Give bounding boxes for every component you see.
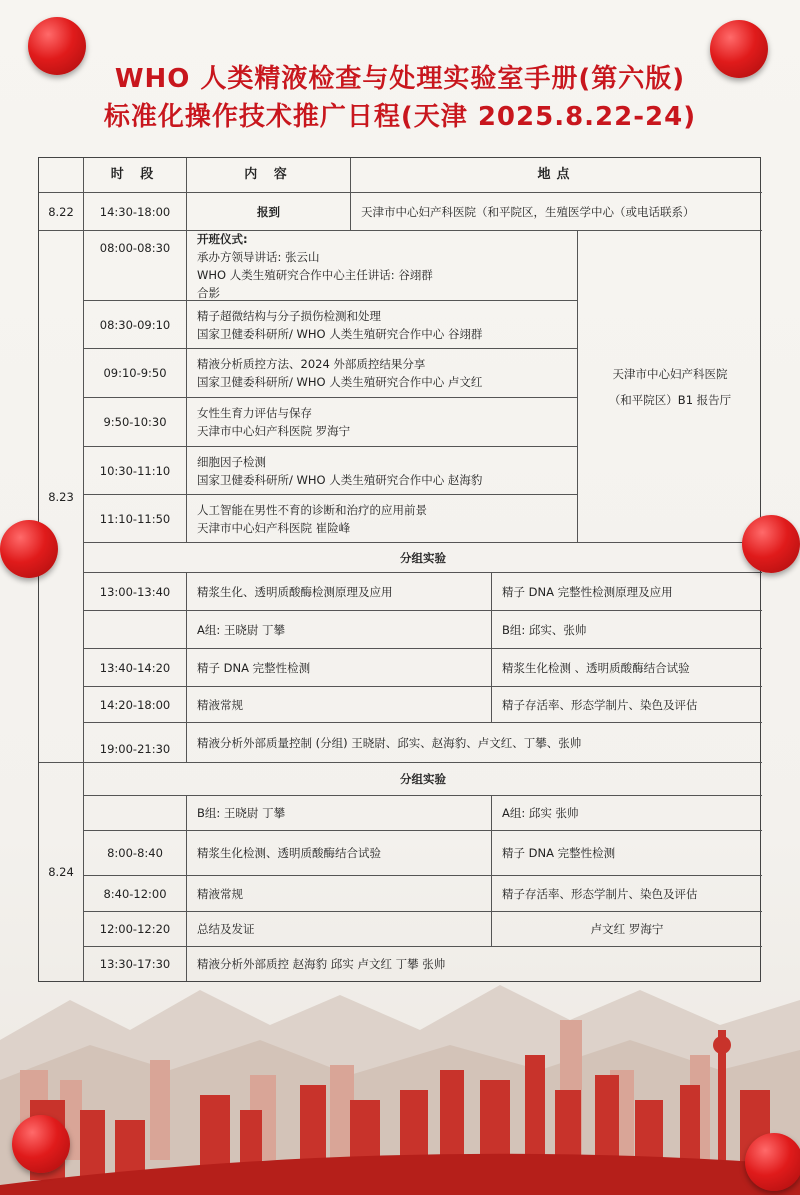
lab-item-left: 精浆生化检测、透明质酸酶结合试验 [187, 831, 492, 876]
lecture-title: 女性生育力评估与保存 [197, 406, 312, 420]
external-qc-session: 精液分析外部质量控制 (分组) 王晓尉、邱实、赵海豹、卢文红、丁攀、张帅 [187, 723, 762, 763]
session-line: WHO 人类生殖研究合作中心主任讲话: 谷翊群 [197, 267, 433, 282]
group-lab-heading: 分组实验 [84, 543, 762, 573]
lecture-location [578, 231, 762, 543]
time-cell [84, 611, 187, 649]
group-a-members: A组: 邱实 张帅 [492, 796, 762, 831]
time-cell: 13:00-13:40 [84, 573, 187, 611]
lab-item-right: 精子 DNA 完整性检测原理及应用 [492, 573, 762, 611]
magnet-icon [745, 1133, 800, 1191]
session-line: 合影 [197, 285, 220, 300]
time-cell: 13:30-17:30 [84, 947, 187, 981]
time-cell: 9:50-10:30 [84, 398, 187, 447]
location-line: （和平院区）B1 报告厅 [608, 392, 732, 407]
time-cell: 10:30-11:10 [84, 447, 187, 495]
closing-hosts: 卢文红 罗海宁 [492, 912, 762, 947]
magnet-icon [0, 520, 58, 578]
time-cell: 8:40-12:00 [84, 876, 187, 912]
lecture-speaker: 国家卫健委科研所/ WHO 人类生殖研究合作中心 卢文红 [197, 375, 483, 389]
time-cell: 13:40-14:20 [84, 649, 187, 687]
lecture-session [187, 301, 578, 349]
group-b-members: B组: 邱实、张帅 [492, 611, 762, 649]
opening-ceremony [187, 231, 578, 301]
magnet-icon [742, 515, 800, 573]
lecture-speaker: 天津市中心妇产科医院 崔险峰 [197, 520, 351, 535]
lab-item-right: 精子 DNA 完整性检测 [492, 831, 762, 876]
external-qc-session: 精液分析外部质控 赵海豹 邱实 卢文红 丁攀 张帅 [197, 957, 446, 971]
registration-location: 天津市中心妇产科医院（和平院区，生殖医学中心（或电话联系） [351, 193, 762, 231]
lab-item-right: 精子存活率、形态学制片、染色及评估 [492, 876, 762, 912]
lab-item-right: 精浆生化检测 、透明质酸酶结合试验 [492, 649, 762, 687]
group-a-members: A组: 王晓尉 丁攀 [187, 611, 492, 649]
closing-item: 总结及发证 [187, 912, 492, 947]
session-line: 承办方领导讲话: 张云山 [197, 249, 320, 264]
time-cell: 11:10-11:50 [84, 495, 187, 543]
time-cell: 14:20-18:00 [84, 687, 187, 723]
time-cell: 08:00-08:30 [84, 231, 187, 301]
poster-title-line2: 标准化操作技术推广日程(天津 2025.8.22-24) [103, 102, 697, 132]
lecture-title: 精液分析质控方法、2024 外部质控结果分享 [197, 357, 426, 371]
schedule-table [38, 157, 761, 982]
lecture-session [187, 495, 578, 543]
lab-item-left: 精浆生化、透明质酸酶检测原理及应用 [187, 573, 492, 611]
registration-item: 报到 [187, 193, 351, 231]
lecture-session [187, 349, 578, 398]
magnet-icon [710, 20, 768, 78]
city-skyline-illustration [0, 960, 800, 1195]
time-cell [84, 796, 187, 831]
header-content: 内 容 [187, 158, 351, 193]
header-location: 地点 [351, 158, 762, 193]
lecture-session [187, 398, 578, 447]
lecture-speaker: 国家卫健委科研所/ WHO 人类生殖研究合作中心 赵海豹 [197, 472, 483, 487]
poster-title-line1: WHO 人类精液检查与处理实验室手册(第六版) [114, 64, 686, 94]
header-blank [39, 158, 84, 193]
time-cell: 09:10-9:50 [84, 349, 187, 398]
lecture-speaker: 国家卫健委科研所/ WHO 人类生殖研究合作中心 谷翊群 [197, 326, 483, 341]
header-time: 时 段 [84, 158, 187, 193]
time-cell: 12:00-12:20 [84, 912, 187, 947]
location-line: 天津市中心妇产科医院 [612, 366, 728, 381]
time-cell: 08:30-09:10 [84, 301, 187, 349]
group-b-members: B组: 王晓尉 丁攀 [187, 796, 492, 831]
group-lab-heading: 分组实验 [84, 763, 762, 796]
date-cell: 8.24 [39, 763, 84, 981]
date-cell: 8.22 [39, 193, 84, 231]
lecture-speaker: 天津市中心妇产科医院 罗海宁 [197, 424, 351, 438]
time-cell: 8:00-8:40 [84, 831, 187, 876]
lecture-title: 细胞因子检测 [197, 454, 266, 469]
magnet-icon [12, 1115, 70, 1173]
date-cell: 8.23 [39, 231, 84, 763]
lab-item-right: 精子存活率、形态学制片、染色及评估 [492, 687, 762, 723]
lab-item-left: 精子 DNA 完整性检测 [187, 649, 492, 687]
lab-item-left: 精液常规 [187, 876, 492, 912]
time-cell: 19:00-21:30 [84, 723, 187, 763]
lecture-session [187, 447, 578, 495]
session-title: 开班仪式: [197, 231, 248, 246]
lab-item-left: 精液常规 [187, 687, 492, 723]
time-cell: 14:30-18:00 [84, 193, 187, 231]
lecture-title: 人工智能在男性不育的诊断和治疗的应用前景 [197, 502, 427, 517]
lecture-title: 精子超微结构与分子损伤检测和处理 [197, 308, 381, 323]
magnet-icon [28, 17, 86, 75]
